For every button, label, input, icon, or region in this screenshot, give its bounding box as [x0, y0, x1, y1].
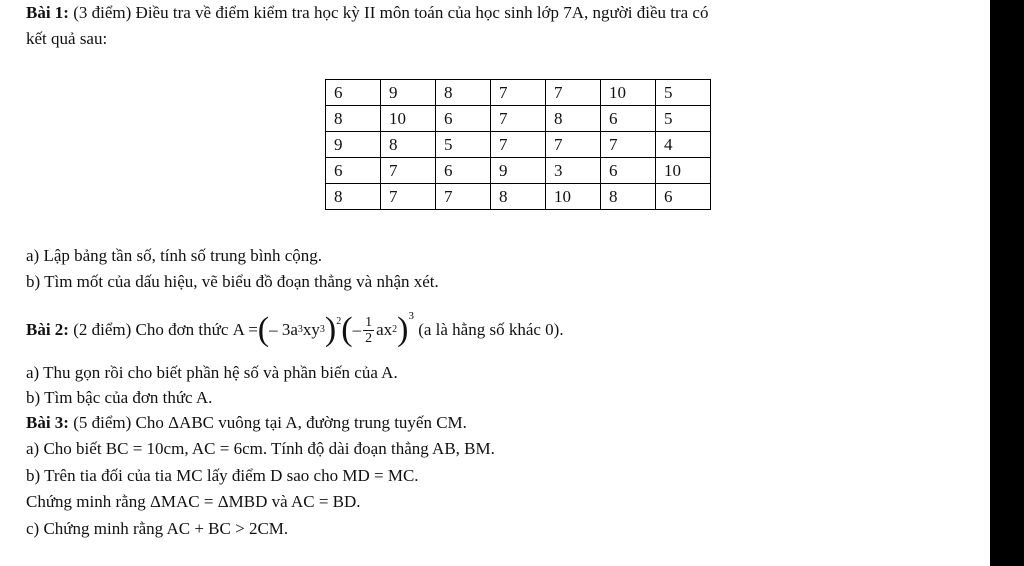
table-cell: 5 [656, 106, 711, 132]
table-cell: 3 [546, 158, 601, 184]
score-table [325, 79, 711, 210]
exp-group2: 3 [408, 310, 414, 322]
bai2-part-a: a) Thu gọn rồi cho biết phần hệ số và phần biến của A. [26, 363, 398, 382]
exp-y: 3 [319, 324, 325, 335]
table-row [326, 184, 711, 210]
table-cell: 6 [326, 80, 381, 106]
table-cell: 8 [491, 184, 546, 210]
paren-close-2: ) [397, 311, 409, 348]
bai1-part-b: b) Tìm mốt của dấu hiệu, vẽ biểu đồ đoạn thẳng và nhận xét. [26, 272, 439, 291]
bai2-heading [26, 310, 564, 348]
bai3-part-a: a) Cho biết BC = 10cm, AC = 6cm. Tính độ dài đoạn thẳng AB, BM. [26, 439, 495, 458]
paren-open-2: ( [341, 311, 353, 348]
bai2-note: (a là hằng số khác 0). [413, 320, 564, 339]
table-cell: 10 [656, 158, 711, 184]
bai1-text-line2: kết quả sau: [26, 29, 108, 48]
table-row [326, 132, 711, 158]
bai1-text: (3 điểm) Điều tra về điểm kiểm tra học kỳ II môn toán của học sinh lớp 7A, người điều tra có [68, 3, 709, 22]
bai3-part-b: b) Trên tia đối của tia MC lấy điểm D sao cho MD = MC. [26, 466, 419, 485]
table-cell: 7 [436, 184, 491, 210]
fraction-one-half [363, 315, 374, 346]
table-cell: 6 [436, 158, 491, 184]
formula-xy: xy [302, 320, 320, 339]
formula-inner1: – 3a [269, 320, 298, 339]
exp-group1: 2 [336, 316, 342, 327]
bai1-heading [26, 2, 708, 24]
table-cell: 5 [436, 132, 491, 158]
bai2-label: Bài 2: [26, 320, 69, 339]
table-cell: 7 [601, 132, 656, 158]
table-cell: 8 [326, 106, 381, 132]
bai1-part-a: a) Lập bảng tần số, tính số trung bình cộng. [26, 246, 323, 265]
table-cell: 10 [546, 184, 601, 210]
table-cell: 8 [381, 132, 436, 158]
table-cell: 7 [546, 80, 601, 106]
bai3-part-b-line2: Chứng minh rằng ΔMAC = ΔMBD và AC = BD. [26, 492, 361, 511]
table-cell: 10 [601, 80, 656, 106]
table-cell: 7 [491, 132, 546, 158]
exp-a: 3 [297, 324, 303, 335]
table-row [326, 158, 711, 184]
table-cell: 8 [601, 184, 656, 210]
frac-denominator: 2 [365, 330, 373, 346]
paren-close-1: ) [324, 311, 337, 348]
table-cell: 6 [656, 184, 711, 210]
table-cell: 8 [546, 106, 601, 132]
table-cell: 7 [491, 106, 546, 132]
bai2-part-b: b) Tìm bậc của đơn thức A. [26, 388, 213, 407]
table-cell: 9 [326, 132, 381, 158]
table-cell: 8 [326, 184, 381, 210]
exp-x: 2 [392, 324, 398, 335]
bai1-label: Bài 1: [26, 3, 69, 22]
table-cell: 9 [381, 80, 436, 106]
table-cell: 7 [381, 184, 436, 210]
table-row [326, 80, 711, 106]
table-cell: 8 [436, 80, 491, 106]
bai2-text: (2 điểm) Cho đơn thức [68, 320, 233, 339]
table-cell: 9 [491, 158, 546, 184]
table-cell: 6 [601, 158, 656, 184]
table-cell: 7 [381, 158, 436, 184]
bai3-text: (5 điểm) Cho ΔABC vuông tại A, đường trung tuyến CM. [68, 413, 467, 432]
bai3-part-c: c) Chứng minh rằng AC + BC > 2CM. [26, 519, 289, 538]
formula-minus: – [352, 320, 362, 339]
table-cell: 6 [601, 106, 656, 132]
table-cell: 5 [656, 80, 711, 106]
table-row [326, 106, 711, 132]
table-cell: 6 [436, 106, 491, 132]
bai3-label: Bài 3: [26, 413, 69, 432]
formula-lhs: A = [232, 320, 258, 339]
table-cell: 6 [326, 158, 381, 184]
monomial-formula [232, 310, 414, 348]
bai3-heading [26, 412, 467, 434]
table-cell: 7 [546, 132, 601, 158]
table-cell: 10 [381, 106, 436, 132]
table-cell: 4 [656, 132, 711, 158]
paren-open-1: ( [257, 311, 270, 348]
frac-numerator: 1 [365, 314, 373, 330]
table-cell: 7 [491, 80, 546, 106]
formula-inner2: ax [376, 320, 393, 339]
